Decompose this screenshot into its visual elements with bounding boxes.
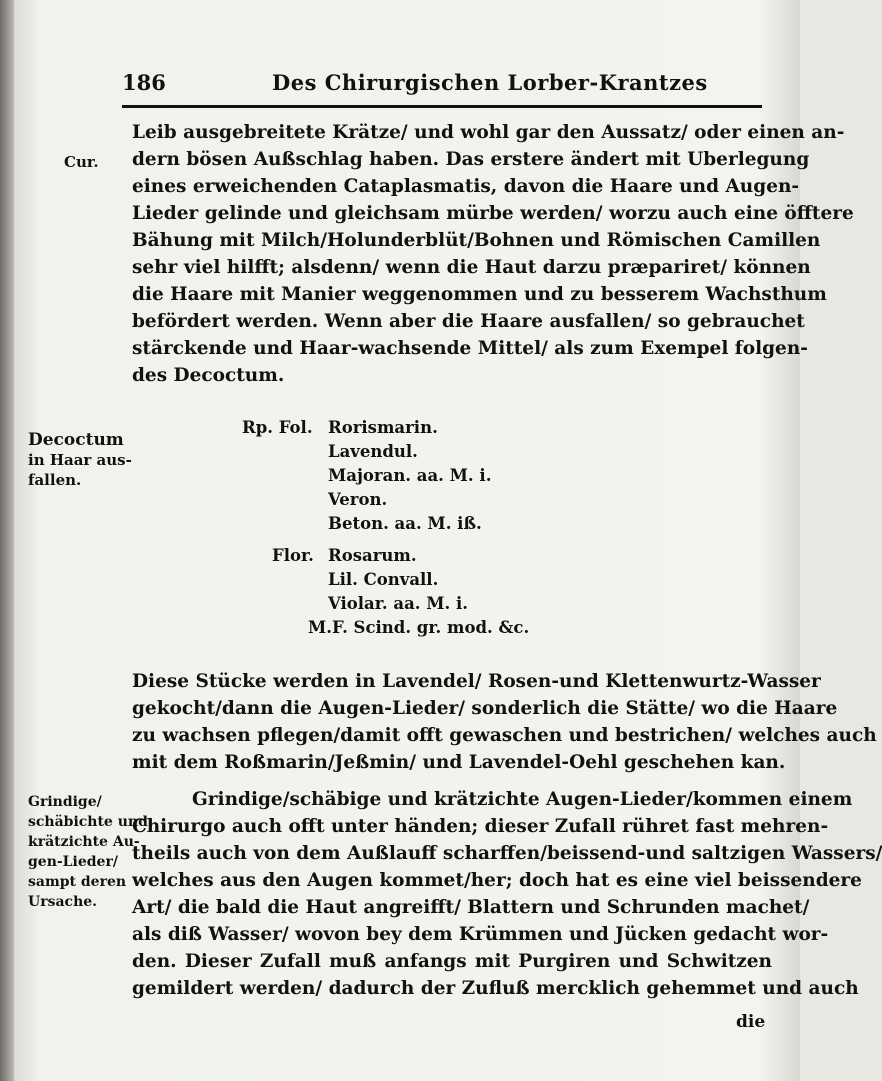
recipe-ingredient: Majoran. aa. M. i.: [328, 466, 492, 485]
margin-note-grindige: [28, 792, 148, 912]
text-line: die Haare mit Manier weggenommen und zu besserem Wachsthum: [132, 284, 827, 305]
text-line: Lieder gelinde und gleichsam mürbe werden/ worzu auch eine öfftere: [132, 203, 854, 224]
text-line: befördert werden. Wenn aber die Haare ausfallen/ so gebrauchet: [132, 311, 805, 332]
page-gutter-shadow: [0, 0, 14, 1081]
margin-note-line: sampt deren: [28, 874, 127, 890]
header-rule: [122, 105, 762, 108]
margin-note-line: schäbichte und: [28, 814, 148, 830]
recipe-ingredient: Veron.: [328, 490, 388, 509]
margin-note-cur: Cur.: [64, 153, 99, 171]
text-line: welches aus den Augen kommet/her; doch hat es eine viel beissendere: [132, 870, 862, 891]
recipe-instruction: M.F. Scind. gr. mod. &c.: [308, 618, 530, 637]
margin-note-line: Ursache.: [28, 894, 98, 910]
recipe-ingredient: Rorismarin.: [328, 418, 438, 437]
text-line: des Decoctum.: [132, 365, 285, 386]
margin-note-line: in Haar aus-: [28, 451, 132, 469]
margin-note-line: krätzichte Au-: [28, 834, 140, 850]
text-line: sehr viel hilfft; alsdenn/ wenn die Haut darzu præpariret/ können: [132, 257, 811, 278]
text-line: mit dem Roßmarin/Jeßmin/ und Lavendel-Oehl geschehen kan.: [132, 752, 786, 773]
recipe-ingredient: Beton. aa. M. iß.: [328, 514, 482, 533]
text-line: gekocht/dann die Augen-Lieder/ sonderlich die Stätte/ wo die Haare: [132, 698, 838, 719]
margin-note-line: Grindige/: [28, 794, 102, 810]
recipe-ingredient: Violar. aa. M. i.: [328, 594, 469, 613]
text-line: Leib ausgebreitete Krätze/ und wohl gar den Aussatz/ oder einen an-: [132, 122, 845, 143]
margin-note-line: Decoctum: [28, 430, 124, 450]
text-line: theils auch von dem Außlauff scharffen/beissend-und saltzigen Wassers/: [132, 843, 882, 864]
margin-note-line: gen-Lieder/: [28, 854, 118, 870]
text-line: stärckende und Haar-wachsende Mittel/ als zum Exempel folgen-: [132, 338, 808, 359]
margin-note-line: fallen.: [28, 471, 82, 489]
text-line: Bähung mit Milch/Holunderblüt/Bohnen und Römischen Camillen: [132, 230, 821, 251]
text-line: gemildert werden/ dadurch der Zufluß mercklich gehemmet und auch: [132, 978, 859, 999]
page-number: 186: [122, 70, 166, 95]
margin-note-decoctum: [28, 430, 132, 490]
text-line: Art/ die bald die Haut angreifft/ Blattern und Schrunden machet/: [132, 897, 810, 918]
text-line: Diese Stücke werden in Lavendel/ Rosen-und Klettenwurtz-Wasser: [132, 671, 821, 692]
recipe-ingredient: Lavendul.: [328, 442, 418, 461]
recipe-ingredient: Lil. Convall.: [328, 570, 439, 589]
text-line: Chirurgo auch offt unter händen; dieser Zufall rühret fast mehren-: [132, 816, 829, 837]
paragraph-1: [132, 119, 854, 389]
text-line: dern bösen Außschlag haben. Das erstere ändert mit Uberlegung: [132, 149, 810, 170]
page-header: [122, 66, 762, 104]
catchword: die: [736, 1012, 766, 1032]
text-line: eines erweichenden Cataplasmatis, davon die Haare und Augen-: [132, 176, 800, 197]
recipe-ingredient: Rosarum.: [328, 546, 417, 565]
paragraph-2: [132, 668, 877, 776]
paragraph-3: [132, 786, 882, 1002]
running-head: Des Chirurgischen Lorber-Krantzes: [272, 70, 708, 95]
text-line: den. Dieser Zufall muß anfangs mit Purgiren und Schwitzen: [132, 951, 772, 972]
text-line: Grindige/schäbige und krätzichte Augen-Lieder/kommen einem: [192, 789, 853, 810]
recipe-flor: Flor.: [272, 546, 314, 565]
recipe-rp-fol: Rp. Fol.: [242, 418, 313, 437]
text-line: zu wachsen pflegen/damit offt gewaschen und bestrichen/ welches auch: [132, 725, 877, 746]
text-line: als diß Wasser/ wovon bey dem Krümmen und Jücken gedacht wor-: [132, 924, 829, 945]
